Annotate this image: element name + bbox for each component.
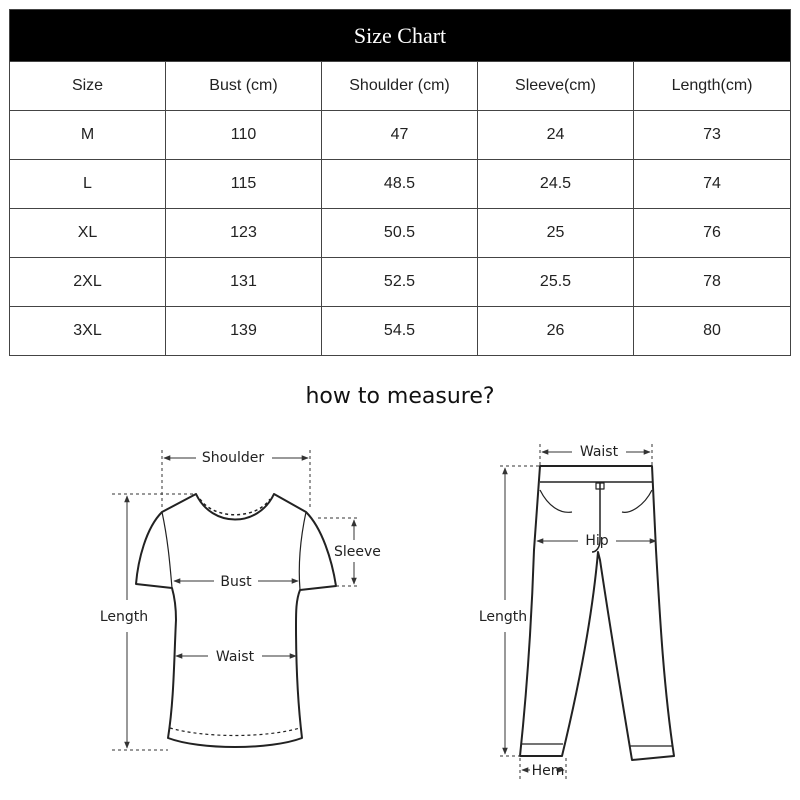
- tshirt-hem: [170, 728, 300, 736]
- column-header: Sleeve(cm): [478, 62, 634, 111]
- table-cell: 54.5: [322, 307, 478, 356]
- table-cell: 78: [634, 258, 791, 307]
- tshirt-left-seam: [162, 512, 172, 588]
- table-cell: M: [10, 111, 166, 160]
- table-cell: 47: [322, 111, 478, 160]
- pants-diagram: [520, 466, 674, 760]
- column-header: Length(cm): [634, 62, 791, 111]
- table-cell: 3XL: [10, 307, 166, 356]
- table-cell: 123: [166, 209, 322, 258]
- table-cell: 48.5: [322, 160, 478, 209]
- column-header: Size: [10, 62, 166, 111]
- table-cell: 139: [166, 307, 322, 356]
- tshirt-right-seam: [299, 512, 306, 590]
- table-cell: 74: [634, 160, 791, 209]
- pants-left-pocket: [540, 490, 572, 512]
- table-cell: 50.5: [322, 209, 478, 258]
- how-to-measure-title: how to measure?: [305, 384, 495, 409]
- table-cell: 80: [634, 307, 791, 356]
- size-chart-title: Size Chart: [10, 10, 791, 62]
- pants-outline: [520, 466, 674, 760]
- table-cell: 25.5: [478, 258, 634, 307]
- table-cell: XL: [10, 209, 166, 258]
- pants-right-pocket: [622, 490, 652, 512]
- tshirt-diagram: [136, 494, 336, 747]
- table-cell: 24.5: [478, 160, 634, 209]
- pants-waist-label: Waist: [579, 444, 619, 460]
- pants-length-label: Length: [478, 609, 528, 625]
- table-cell: 26: [478, 307, 634, 356]
- pants-hip-label: Hip: [585, 533, 609, 549]
- table-cell: 52.5: [322, 258, 478, 307]
- tshirt-measure-lines: [112, 450, 360, 750]
- tshirt-bust-label: Bust: [220, 574, 252, 590]
- table-cell: 2XL: [10, 258, 166, 307]
- table-cell: 24: [478, 111, 634, 160]
- tshirt-waist-label: Waist: [215, 649, 255, 665]
- tshirt-shoulder-label: Shoulder: [201, 450, 265, 466]
- table-cell: 115: [166, 160, 322, 209]
- table-cell: 76: [634, 209, 791, 258]
- table-cell: 73: [634, 111, 791, 160]
- pants-hem-label: Hem: [531, 763, 565, 779]
- table-cell: L: [10, 160, 166, 209]
- table-cell: 25: [478, 209, 634, 258]
- column-header: Shoulder (cm): [322, 62, 478, 111]
- tshirt-length-label: Length: [99, 609, 149, 625]
- table-cell: 131: [166, 258, 322, 307]
- table-cell: 110: [166, 111, 322, 160]
- tshirt-sleeve-label: Sleeve: [334, 544, 381, 560]
- column-header: Bust (cm): [166, 62, 322, 111]
